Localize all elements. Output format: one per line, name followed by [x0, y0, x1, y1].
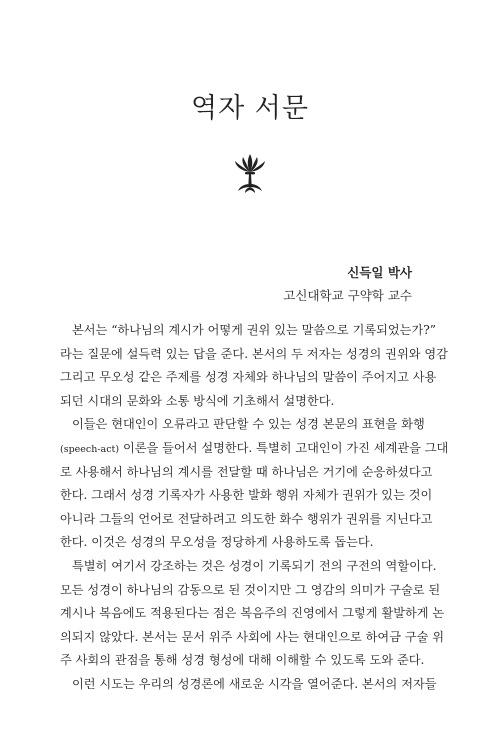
text-line: 아니라 그들의 언어로 전달하려고 의도한 화수 행위가 권위를 지닌다고 — [60, 511, 433, 526]
text-line: 이들은 현대인이 오류라고 판단할 수 있는 성경 본문의 표현을 화행 — [72, 417, 425, 432]
text-line: 라는 질문에 설득력 있는 답을 준다. 본서의 두 저자는 성경의 권위와 영감 — [60, 346, 448, 361]
text-line: 특별히 여기서 강조하는 것은 성경이 기록되기 전의 구전의 역할이다. — [72, 558, 437, 573]
preface-body — [60, 319, 449, 697]
text-line: 되던 시대의 문화와 소통 방식에 기초해서 설명한다. — [60, 393, 335, 408]
text-line: 본서는 “하나님의 계시가 어떻게 권위 있는 말씀으로 기록되었는가?” — [72, 323, 436, 337]
speech-act-term: (speech-act) — [60, 443, 120, 455]
text-line: 주 사회의 관점을 통해 성경 형성에 대해 이해할 수 있도록 도와 준다. — [60, 653, 425, 668]
text-line: 의되지 않았다. 본서는 문서 위주 사회에 사는 현대인으로 하여금 구술 위 — [60, 629, 445, 644]
text-line: 로 사용해서 하나님의 계시를 전달할 때 하나님은 거기에 순응하셨다고 — [60, 464, 433, 479]
author-name: 신득일 박사 — [347, 265, 412, 280]
author-block — [283, 264, 412, 308]
text-line — [60, 437, 449, 461]
text-line: 한다. 그래서 성경 기록자가 사용한 발화 행위 자체가 권위가 있는 것이 — [60, 488, 433, 503]
text-line: 모든 성경이 하나님의 감동으로 된 것이지만 그 영감의 의미가 구술로 된 — [60, 582, 441, 597]
text-line: 계시나 복음에도 적용된다는 점은 복음주의 진영에서 그렇게 활발하게 논 — [60, 606, 445, 621]
text-line: 이런 시도는 우리의 성경론에 새로운 시각을 열어준다. 본서의 저자들 — [72, 676, 437, 691]
author-affiliation: 고신대학교 구약학 교수 — [283, 288, 412, 303]
fleur-de-lis-ornament-icon — [226, 150, 274, 194]
text-line: 그리고 무오성 같은 주제를 성경 자체와 하나님의 말씀이 주어지고 사용 — [60, 370, 437, 385]
page-title: 역자 서문 — [191, 93, 309, 124]
text-line: 한다. 이것은 성경의 무오성을 정당하게 사용하도록 돕는다. — [60, 535, 374, 550]
text-line-rest: 이론을 들어서 설명한다. 특별히 고대인이 가진 세계관을 그대 — [119, 440, 449, 455]
